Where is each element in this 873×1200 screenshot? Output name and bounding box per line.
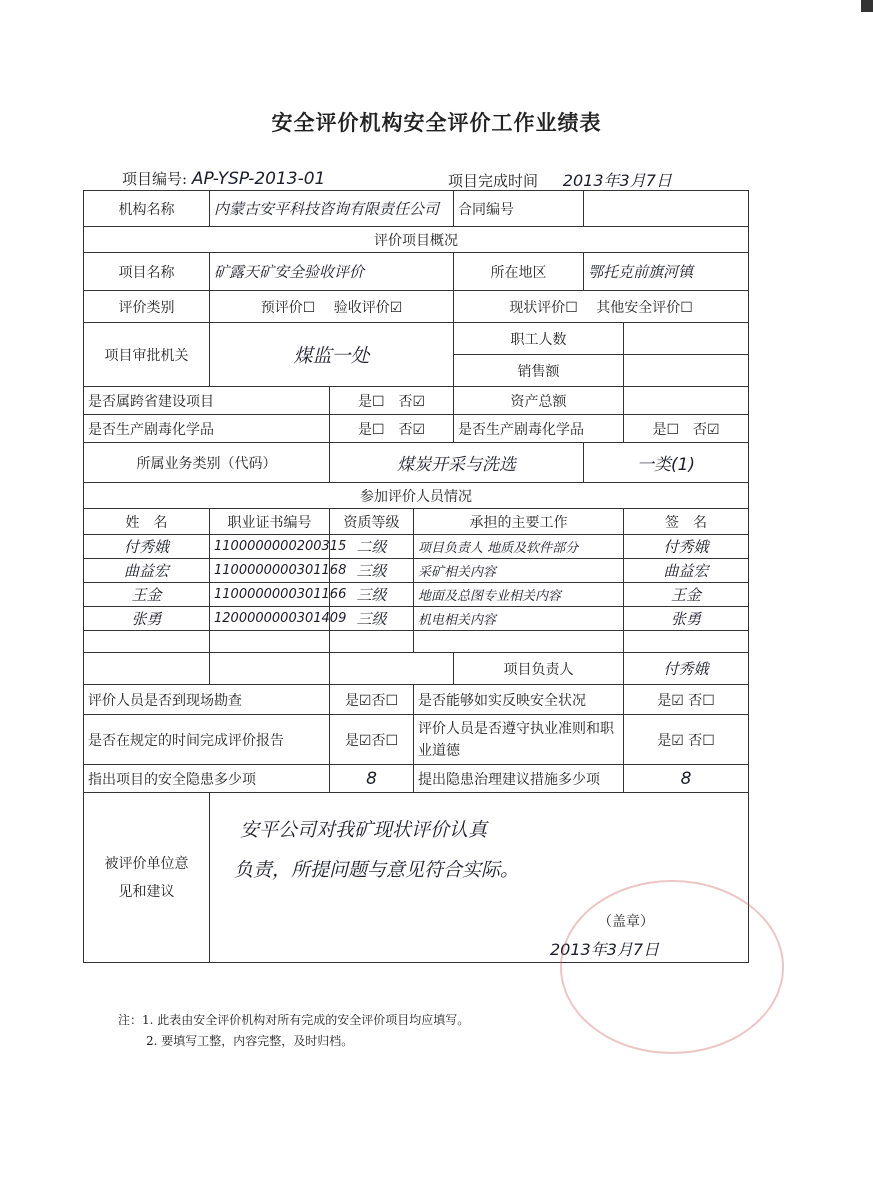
person-grade: 三级	[330, 607, 414, 631]
page-title: 安全评价机构安全评价工作业绩表	[271, 110, 602, 135]
completion-time-value: 2013年3月7日	[562, 171, 672, 190]
empty-cell	[330, 653, 454, 685]
project-name-value: 矿露天矿安全验收评价	[210, 253, 454, 291]
opinion-label: 被评价单位意见和建议	[84, 793, 210, 963]
cross-province-value: 是☐ 否☑	[330, 387, 454, 415]
performance-form-table	[83, 190, 749, 963]
col-sign: 签 名	[624, 509, 749, 535]
eval-type-options-right	[454, 291, 749, 323]
person-cert: 1100000000301168	[210, 559, 330, 583]
person-grade: 三级	[330, 559, 414, 583]
col-name: 姓 名	[84, 509, 210, 535]
completion-time	[448, 168, 672, 191]
region-value: 鄂托克前旗河镇	[584, 253, 749, 291]
col-grade: 资质等级	[330, 509, 414, 535]
sales-value	[624, 355, 749, 387]
eval-type-other: 其他安全评价☐	[596, 299, 693, 316]
business-code: 一类(1)	[584, 443, 749, 483]
col-work: 承担的主要工作	[414, 509, 624, 535]
person-signature: 张勇	[624, 607, 749, 631]
cross-province-label: 是否属跨省建设项目	[84, 387, 330, 415]
empty-cell	[84, 653, 210, 685]
staff-value	[624, 323, 749, 355]
personnel-header: 参加评价人员情况	[84, 483, 749, 509]
project-number-label: 项目编号:	[122, 170, 188, 188]
toxic-value-2: 是☐ 否☑	[624, 415, 749, 443]
eval-type-status: 现状评价☐	[509, 299, 578, 316]
person-signature: 付秀娥	[624, 535, 749, 559]
person-work: 机电相关内容	[414, 607, 624, 631]
seal-label: （盖章）	[598, 914, 654, 930]
empty-cell	[624, 631, 749, 653]
note-1: 注：1. 此表由安全评价机构对所有完成的安全评价项目均应填写。	[118, 1013, 470, 1027]
contract-label: 合同编号	[454, 191, 584, 227]
assets-label: 资产总额	[454, 387, 624, 415]
empty-cell	[84, 631, 210, 653]
eval-type-pre: 预评价☐	[260, 299, 316, 316]
ethics-label: 评价人员是否遵守执业准则和职业道德	[414, 715, 624, 765]
sales-label: 销售额	[454, 355, 624, 387]
person-cert: 1200000000301409	[210, 607, 330, 631]
person-signature: 曲益宏	[624, 559, 749, 583]
col-cert: 职业证书编号	[210, 509, 330, 535]
org-name-label: 机构名称	[84, 191, 210, 227]
assets-value	[624, 387, 749, 415]
project-number-value: AP-YSP-2013-01	[191, 169, 326, 189]
person-cert: 1100000000200315	[210, 535, 330, 559]
table-row	[84, 607, 749, 631]
contract-value	[584, 191, 749, 227]
reflect-value: 是☑ 否☐	[624, 685, 749, 715]
person-signature: 王金	[624, 583, 749, 607]
empty-cell	[210, 631, 330, 653]
site-visit-label: 评价人员是否到现场勘查	[84, 685, 330, 715]
on-time-label: 是否在规定的时间完成评价报告	[84, 715, 330, 765]
hazards-label: 指出项目的安全隐患多少项	[84, 765, 330, 793]
project-name-label: 项目名称	[84, 253, 210, 291]
ethics-value: 是☑ 否☐	[624, 715, 749, 765]
opinion-line-1: 安平公司对我矿现状评价认真	[240, 819, 488, 841]
person-grade: 三级	[330, 583, 414, 607]
person-name: 张勇	[84, 607, 210, 631]
toxic-label: 是否生产剧毒化学品	[84, 415, 330, 443]
approval-label: 项目审批机关	[84, 323, 210, 387]
table-row	[84, 631, 749, 653]
leader-label: 项目负责人	[454, 653, 624, 685]
business-label: 所属业务类别（代码）	[84, 443, 330, 483]
eval-type-options-left	[210, 291, 454, 323]
leader-signature: 付秀娥	[624, 653, 749, 685]
on-time-value: 是☑否☐	[330, 715, 414, 765]
hazards-value: 8	[330, 765, 414, 793]
table-row	[84, 535, 749, 559]
table-row	[84, 559, 749, 583]
person-work: 采矿相关内容	[414, 559, 624, 583]
person-name: 王金	[84, 583, 210, 607]
empty-cell	[330, 631, 414, 653]
eval-type-label: 评价类别	[84, 291, 210, 323]
opinion-line-2: 负责，所提问题与意见符合实际。	[234, 859, 520, 881]
toxic-value: 是☐ 否☑	[330, 415, 454, 443]
completion-time-label: 项目完成时间	[448, 172, 539, 190]
eval-type-accept: 验收评价☑	[333, 299, 403, 316]
person-name: 付秀娥	[84, 535, 210, 559]
person-name: 曲益宏	[84, 559, 210, 583]
note-2: 2. 要填写工整，内容完整，及时归档。	[146, 1034, 354, 1048]
empty-cell	[210, 653, 330, 685]
staff-label: 职工人数	[454, 323, 624, 355]
person-work: 项目负责人 地质及软件部分	[414, 535, 624, 559]
measures-value: 8	[624, 765, 749, 793]
footnotes	[118, 1010, 469, 1052]
overview-header: 评价项目概况	[84, 227, 749, 253]
red-seal-stamp	[560, 880, 784, 1054]
approval-value: 煤监一处	[210, 323, 454, 387]
opinion-date: 2013年3月7日	[550, 940, 660, 959]
region-label: 所在地区	[454, 253, 584, 291]
measures-label: 提出隐患治理建议措施多少项	[414, 765, 624, 793]
business-value: 煤炭开采与洗选	[330, 443, 584, 483]
toxic-label-2: 是否生产剧毒化学品	[454, 415, 624, 443]
person-work: 地面及总图专业相关内容	[414, 583, 624, 607]
site-visit-value: 是☑否☐	[330, 685, 414, 715]
project-number	[122, 168, 325, 189]
person-cert: 1100000000301166	[210, 583, 330, 607]
empty-cell	[414, 631, 624, 653]
reflect-label: 是否能够如实反映安全状况	[414, 685, 624, 715]
person-grade: 二级	[330, 535, 414, 559]
scan-corner-mark	[861, 0, 873, 12]
org-name-value: 内蒙古安平科技咨询有限责任公司	[210, 191, 454, 227]
table-row	[84, 583, 749, 607]
